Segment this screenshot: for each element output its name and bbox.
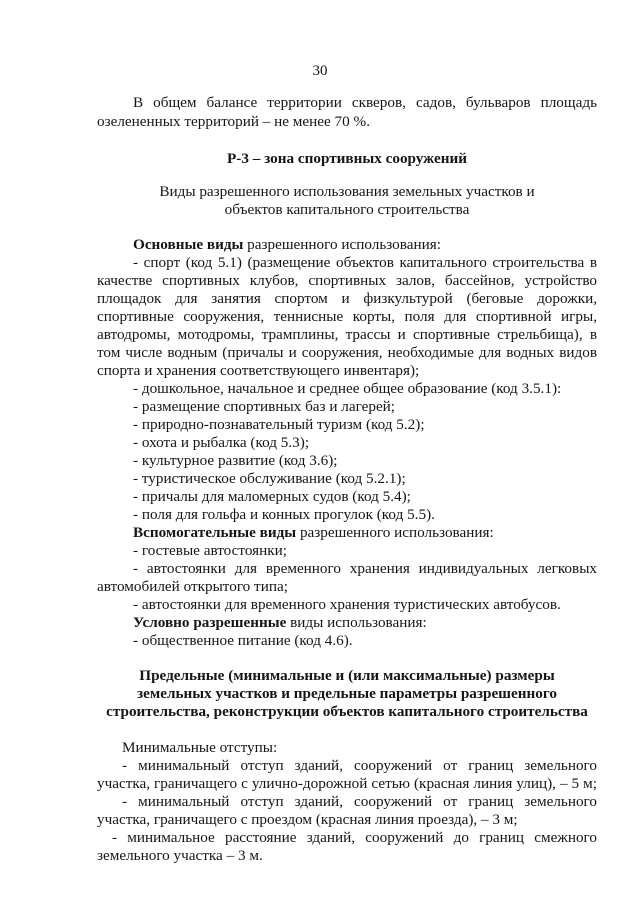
setback-line: - минимальное расстояние зданий, сооружений до границ смежного [112,829,597,846]
main-use-item: - причалы для маломерных судов (код 5.4); [133,488,411,505]
limits-title-line-2: земельных участков и предельные параметры разрешенного [137,685,557,702]
main-use-item: - природно-познавательный туризм (код 5.2); [133,416,425,433]
main-use-item: - культурное развитие (код 3.6); [133,452,338,469]
main-use-item: - дошкольное, начальное и среднее общее образование (код 3.5.1): [133,380,562,397]
aux-use-item: - гостевые автостоянки; [133,542,287,559]
intro-line-2: озелененных территорий – не менее 70 %. [97,113,370,130]
main-use-item: - поля для гольфа и конных прогулок (код 5.5). [133,506,435,523]
main-use-item: - туристическое обслуживание (код 5.2.1); [133,470,406,487]
main-use-line: - спорт (код 5.1) (размещение объектов капитального строительства в [133,254,597,271]
limits-title-line-3: строительства, реконструкции объектов капитального строительства [106,703,588,720]
main-uses-heading-rest: разрешенного использования: [243,236,441,253]
main-use-line: автодромы, мотодромы, трамплины, трассы и спортивные стрельбища), в [97,326,597,343]
setback-line: - минимальный отступ зданий, сооружений от границ земельного [122,793,597,810]
cond-uses-heading-bold: Условно разрешенные [133,614,287,631]
main-uses-heading-bold: Основные виды [133,236,244,253]
setback-line: земельного участка – 3 м. [97,847,263,864]
limits-title-line-1: Предельные (минимальные и (или максимальные) размеры [139,667,555,684]
zone-title: Р-3 – зона спортивных сооружений [227,150,467,167]
aux-uses-heading-bold: Вспомогательные виды [133,524,297,541]
aux-uses-heading [133,524,494,542]
cond-uses-heading-rest: виды использования: [286,614,427,631]
main-use-line: спорта и хранения соответствующего инвентаря); [97,362,420,379]
aux-use-line: автомобилей открытого типа; [97,578,288,595]
page-number: 30 [312,63,328,79]
main-use-item: - размещение спортивных баз и лагерей; [133,398,396,415]
main-use-line: спортивные сооружения, теннисные корты, поля для спортивной игры, [97,308,597,325]
aux-use-item: - автостоянки для временного хранения туристических автобусов. [133,596,561,613]
aux-use-item: - автостоянки для временного хранения индивидуальных легковых [133,560,597,577]
cond-use-item: - общественное питание (код 4.6). [133,632,353,649]
setback-line: - минимальный отступ зданий, сооружений от границ земельного [122,757,597,774]
main-use-line: качестве спортивных клубов, спортивных залов, бассейнов, устройство [97,272,597,289]
types-title-line-2: объектов капитального строительства [224,201,470,218]
cond-uses-heading [133,614,427,632]
setback-line: участка, граничащего с улично-дорожной сетью (красная линия улиц), – 5 м; [97,775,597,792]
aux-uses-heading-rest: разрешенного использования: [296,524,494,541]
main-uses-heading [133,236,441,254]
setback-line: участка, граничащего с проездом (красная линия проезда), – 3 м; [97,811,518,828]
main-use-item: - охота и рыбалка (код 5.3); [133,434,310,451]
types-title-line-1: Виды разрешенного использования земельных участков и [159,183,535,200]
setbacks-heading: Минимальные отступы: [122,739,278,756]
main-use-line: том числе водным (причалы и сооружения, необходимые для водных видов [97,344,597,361]
main-use-line: площадок для занятия спортом и физкультурой (беговые дорожки, [97,290,597,307]
intro-line-1: В общем балансе территории скверов, садов, бульваров площадь [133,94,597,111]
